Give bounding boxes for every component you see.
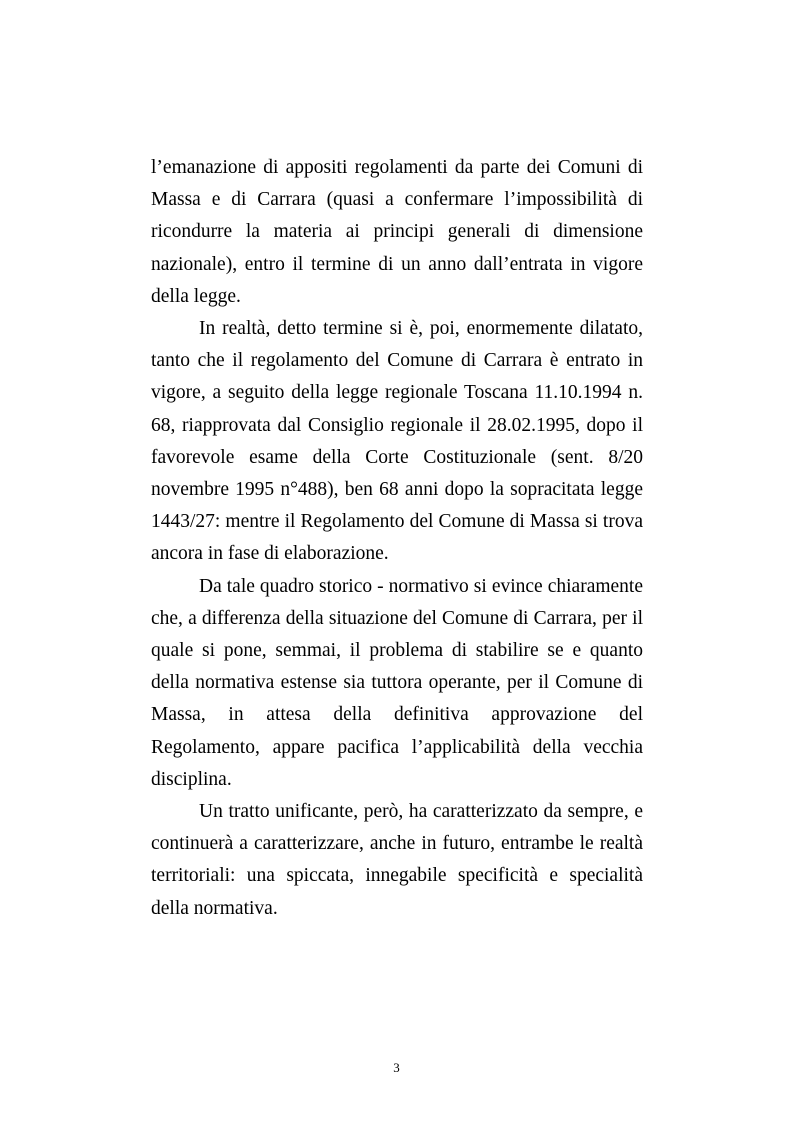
paragraph-regolamento-carrara: In realtà, detto termine si è, poi, enormemente dilatato, tanto che il regolamento del Comune di Carrara è entrato in vigore, a seguito della legge regionale Toscana 11.10.1994 n. 68, riapprovata dal Consiglio regionale il 28.02.1995, dopo il favorevole esame della Corte Costituzionale (sent. 8/20 novembre 1995 n°488), ben 68 anni dopo la sopracitata legge 1443/27: mentre il Regolamento del Comune di Massa si trova ancora in fase di elaborazione.	[151, 318, 643, 565]
body-text	[151, 152, 643, 925]
paragraph-tratto-unificante: Un tratto unificante, però, ha caratterizzato da sempre, e continuerà a caratterizzare, anche in futuro, entrambe le realtà territoriali: una spiccata, innegabile specificità e specialità della normativa.	[151, 801, 643, 919]
paragraph-quadro-storico: Da tale quadro storico - normativo si evince chiaramente che, a differenza della situazione del Comune di Carrara, per il quale si pone, semmai, il problema di stabilire se e quanto della normativa estense sia tuttora operante, per il Comune di Massa, in attesa della definitiva approvazione del Regolamento, appare pacifica l’applicabilità della vecchia disciplina.	[151, 575, 643, 790]
paragraph-continuation: l’emanazione di appositi regolamenti da parte dei Comuni di Massa e di Carrara (quasi a confermare l’impossibilità di ricondurre la materia ai principi generali di dimensione nazionale), entro il termine di un anno dall’entrata in vigore della legge.	[151, 157, 643, 307]
page-number: 3	[393, 1060, 400, 1075]
